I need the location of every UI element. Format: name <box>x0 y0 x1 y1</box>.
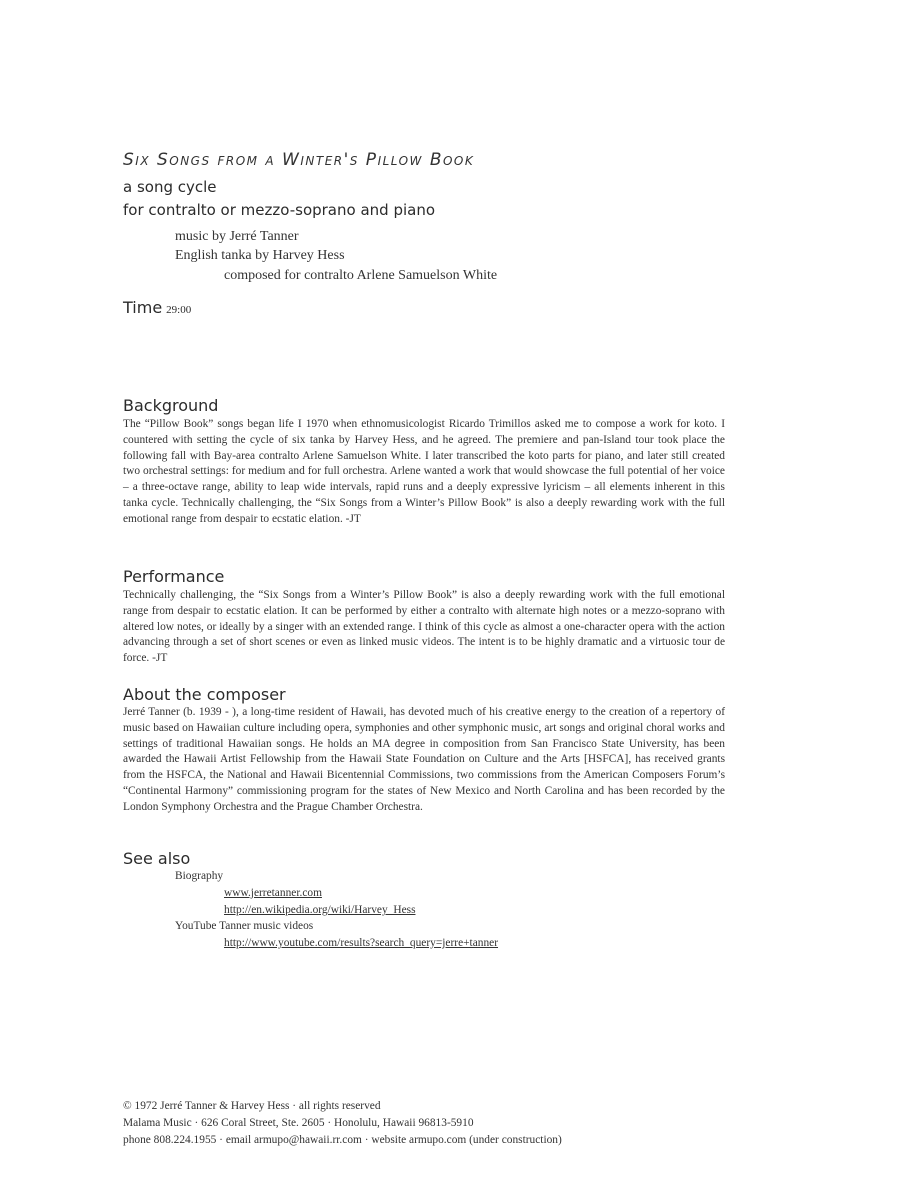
youtube-link[interactable]: http://www.youtube.com/results?search_query=jerre+tanner <box>224 937 499 949</box>
music-credit: music by Jerré Tanner <box>175 229 299 244</box>
jerretanner-link[interactable]: www.jerretanner.com <box>224 887 322 899</box>
tanka-credit: English tanka by Harvey Hess <box>175 248 345 263</box>
copyright-line: © 1972 Jerré Tanner & Harvey Hess · all rights reserved <box>123 1100 381 1112</box>
wikipedia-link[interactable]: http://en.wikipedia.org/wiki/Harvey_Hess <box>224 904 416 916</box>
background-text: The “Pillow Book” songs began life I 1970 when ethnomusicologist Ricardo Trimillos asked me to compose a work for koto. I countered with setting the cycle of six tanka by Harvey Hess, and he agreed. The premiere and pan-Island tour took place the following fall with Bay-area contralto Arlene Samuelson White. I later transcribed the koto parts for piano, and later still created two orchestral settings: for medium and for full orchestra. Arlene wanted a work that would showcase the full potential of her voice – a three-octave range, ability to leap wide intervals, rapid runs and a deeply expressive lyricism – all elements inherent in this tanka cycle. Technically challenging, the “Six Songs from a Winter’s Pillow Book” is also a deeply rewarding work with the full emotional range from despair to ecstatic elation. -JT <box>123 418 725 525</box>
duration <box>123 298 191 317</box>
work-title: Six Songs from a Winter's Pillow Book <box>123 150 475 170</box>
performance-text: Technically challenging, the “Six Songs from a Winter’s Pillow Book” is also a deeply rewarding work with the full emotional range from despair to ecstatic elation. It can be performed by either a contralto with alternate high notes or a mezzo-soprano with altered low notes, or ideally by a singer with an extended range. I think of this cycle as almost a one-character opera with the action advancing through a set of short scenes or even as linked music videos. The intent is to be highly dramatic and a virtuosic tour de force. -JT <box>123 589 725 665</box>
duration-label: Time <box>123 298 163 317</box>
composer-heading: About the composer <box>123 685 286 704</box>
dedication-credit: composed for contralto Arlene Samuelson White <box>224 268 498 283</box>
youtube-label: YouTube Tanner music videos <box>175 920 314 932</box>
publisher-contact: phone 808.224.1955 · email armupo@hawaii.rr.com · website armupo.com (under construction) <box>123 1134 562 1146</box>
background-heading: Background <box>123 396 219 415</box>
biography-label: Biography <box>175 870 224 882</box>
composer-text: Jerré Tanner (b. 1939 - ), a long-time resident of Hawaii, has devoted much of his creative energy to the creation of a repertory of music based on Hawaiian culture including opera, symphonies and other symphonic music, art songs and original choral works and settings of traditional Hawaiian songs. He holds an MA degree in composition from San Francisco State University, has been awarded the Hawaii Artist Fellowship from the Hawaii State Foundation on Culture and the Arts [HSFCA], has received grants from the HSFCA, the National and Hawaii Bicentennial Commissions, two commissions from the American Composers Forum’s “Continental Harmony” commissioning program for the states of New Mexico and North Carolina and has been recorded by the London Symphony Orchestra and the Prague Chamber Orchestra. <box>123 706 725 813</box>
work-instrumentation: for contralto or mezzo-soprano and piano <box>123 201 436 219</box>
duration-value: 29:00 <box>166 304 192 316</box>
performance-heading: Performance <box>123 567 225 586</box>
work-subtitle: a song cycle <box>123 178 217 196</box>
publisher-address: Malama Music · 626 Coral Street, Ste. 2605 · Honolulu, Hawaii 96813-5910 <box>123 1117 474 1129</box>
see-also-heading: See also <box>123 849 191 868</box>
